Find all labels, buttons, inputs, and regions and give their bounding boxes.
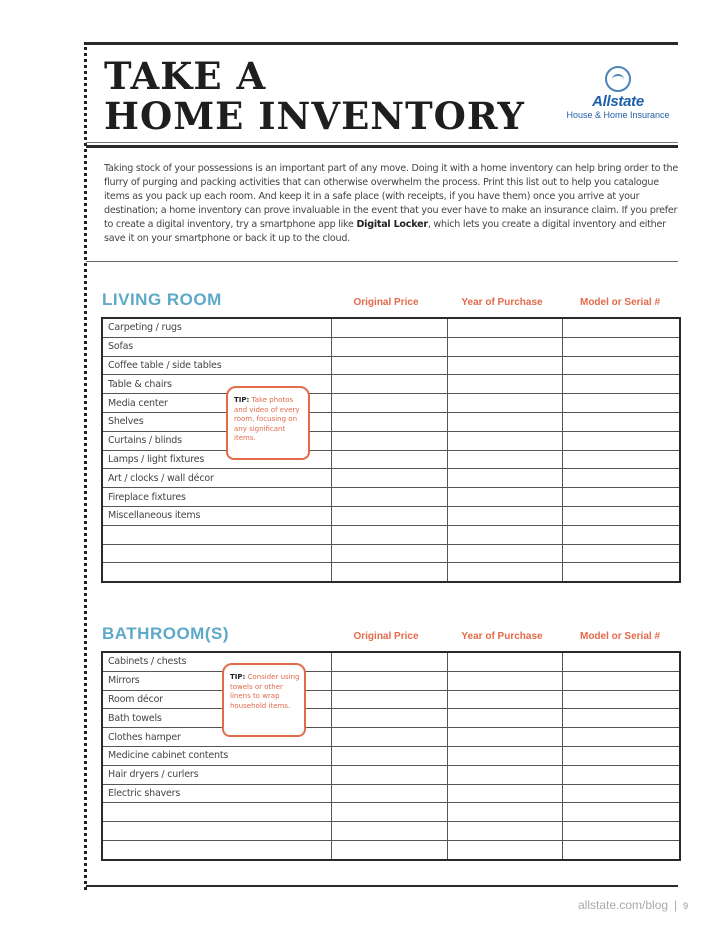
table-row: [102, 784, 680, 803]
year-of-purchase-cell[interactable]: [447, 822, 562, 841]
item-name-cell: Shelves: [102, 412, 331, 431]
table-row: [102, 671, 680, 690]
footer: [578, 898, 688, 912]
table-row: [102, 544, 680, 563]
original-price-cell[interactable]: [331, 652, 447, 671]
year-of-purchase-cell[interactable]: [447, 450, 562, 469]
table-row: [102, 506, 680, 525]
model-serial-cell[interactable]: [562, 318, 680, 337]
intro-text-before: Taking stock of your possessions is an important part of any move. Doing it with a home inventory can help bring order to the flurry of purging and packing activities that can otherwise overwhelm the process. Print this list out to help you catalogue items as you pack up each room. And keep it in a safe place (with receipts, if you have them) once you arrive at your destination; a home inventory can prove invaluable in the event that you ever have to make an insurance claim. If you prefer to create a digital inventory, try a smartphone app like: [104, 163, 679, 230]
table-row: [102, 840, 680, 859]
model-serial-cell[interactable]: [562, 765, 680, 784]
item-name-cell: Mirrors: [102, 671, 331, 690]
year-of-purchase-cell[interactable]: [447, 728, 562, 747]
original-price-cell[interactable]: [331, 822, 447, 841]
year-of-purchase-cell[interactable]: [447, 469, 562, 488]
original-price-cell[interactable]: [331, 375, 447, 394]
year-of-purchase-cell[interactable]: [447, 746, 562, 765]
original-price-cell[interactable]: [331, 709, 447, 728]
table-row: [102, 469, 680, 488]
item-name-cell: Room décor: [102, 690, 331, 709]
tip-text: Take photos and video of every room, focusing on any significant items.: [234, 396, 300, 442]
item-name-cell: Hair dryers / curlers: [102, 765, 331, 784]
model-serial-cell[interactable]: [562, 544, 680, 563]
title-line-1: TAKE A: [104, 54, 267, 98]
table-row: [102, 525, 680, 544]
bathroom-col-year-of-purchase: Year of Purchase: [461, 631, 543, 642]
tip-label: TIP:: [234, 396, 250, 404]
original-price-cell[interactable]: [331, 544, 447, 563]
bathroom-title: BATHROOM(S): [102, 624, 229, 643]
item-name-cell: [102, 803, 331, 822]
model-serial-cell[interactable]: [562, 506, 680, 525]
table-row: [102, 728, 680, 747]
table-row: [102, 765, 680, 784]
model-serial-cell[interactable]: [562, 450, 680, 469]
original-price-cell[interactable]: [331, 318, 447, 337]
model-serial-cell[interactable]: [562, 803, 680, 822]
item-name-cell: Table & chairs: [102, 375, 331, 394]
dotted-margin-border: [84, 42, 87, 890]
year-of-purchase-cell[interactable]: [447, 337, 562, 356]
item-name-cell: Carpeting / rugs: [102, 318, 331, 337]
table-row: [102, 690, 680, 709]
living-room-table: [101, 317, 681, 583]
original-price-cell[interactable]: [331, 450, 447, 469]
year-of-purchase-cell[interactable]: [447, 563, 562, 582]
original-price-cell[interactable]: [331, 803, 447, 822]
logo-subtitle: House & Home Insurance: [566, 110, 670, 120]
header-rule-thin: [86, 142, 678, 143]
year-of-purchase-cell[interactable]: [447, 803, 562, 822]
table-row: [102, 450, 680, 469]
table-row: [102, 337, 680, 356]
living-room-col-model-serial: Model or Serial #: [579, 297, 661, 308]
table-row: [102, 803, 680, 822]
original-price-cell[interactable]: [331, 840, 447, 859]
year-of-purchase-cell[interactable]: [447, 394, 562, 413]
original-price-cell[interactable]: [331, 784, 447, 803]
original-price-cell[interactable]: [331, 506, 447, 525]
table-row: [102, 394, 680, 413]
year-of-purchase-cell[interactable]: [447, 840, 562, 859]
table-row: [102, 709, 680, 728]
original-price-cell[interactable]: [331, 356, 447, 375]
living-room-col-original-price: Original Price: [353, 297, 419, 308]
model-serial-cell[interactable]: [562, 431, 680, 450]
model-serial-cell[interactable]: [562, 375, 680, 394]
year-of-purchase-cell[interactable]: [447, 506, 562, 525]
original-price-cell[interactable]: [331, 488, 447, 507]
year-of-purchase-cell[interactable]: [447, 652, 562, 671]
model-serial-cell[interactable]: [562, 337, 680, 356]
year-of-purchase-cell[interactable]: [447, 784, 562, 803]
footer-separator: |: [674, 898, 678, 912]
original-price-cell[interactable]: [331, 469, 447, 488]
original-price-cell[interactable]: [331, 765, 447, 784]
original-price-cell[interactable]: [331, 563, 447, 582]
footer-url[interactable]: allstate.com/blog: [578, 898, 669, 912]
page-title: [104, 56, 525, 136]
table-row: [102, 822, 680, 841]
bathroom-col-model-serial: Model or Serial #: [579, 631, 661, 642]
year-of-purchase-cell[interactable]: [447, 709, 562, 728]
table-row: [102, 652, 680, 671]
table-row: [102, 375, 680, 394]
model-serial-cell[interactable]: [562, 784, 680, 803]
year-of-purchase-cell[interactable]: [447, 431, 562, 450]
year-of-purchase-cell[interactable]: [447, 375, 562, 394]
item-name-cell: Fireplace fixtures: [102, 488, 331, 507]
living-room-col-year-of-purchase: Year of Purchase: [461, 297, 543, 308]
original-price-cell[interactable]: [331, 394, 447, 413]
intro-paragraph: [104, 162, 680, 246]
item-name-cell: [102, 544, 331, 563]
year-of-purchase-cell[interactable]: [447, 488, 562, 507]
year-of-purchase-cell[interactable]: [447, 765, 562, 784]
original-price-cell[interactable]: [331, 671, 447, 690]
item-name-cell: Coffee table / side tables: [102, 356, 331, 375]
title-line-2: HOME INVENTORY: [104, 94, 525, 138]
model-serial-cell[interactable]: [562, 671, 680, 690]
year-of-purchase-cell[interactable]: [447, 356, 562, 375]
model-serial-cell[interactable]: [562, 412, 680, 431]
year-of-purchase-cell[interactable]: [447, 544, 562, 563]
living-room-tip: [226, 386, 310, 460]
bathroom-table: [101, 651, 681, 861]
bathroom-tip: [222, 663, 306, 737]
original-price-cell[interactable]: [331, 412, 447, 431]
allstate-hands-icon: [605, 66, 631, 92]
item-name-cell: Media center: [102, 394, 331, 413]
year-of-purchase-cell[interactable]: [447, 412, 562, 431]
year-of-purchase-cell[interactable]: [447, 671, 562, 690]
logo-brand: Allstate: [592, 93, 644, 110]
item-name-cell: Lamps / light fixtures: [102, 450, 331, 469]
model-serial-cell[interactable]: [562, 840, 680, 859]
allstate-logo: [556, 66, 680, 121]
bathroom-col-original-price: Original Price: [353, 631, 419, 642]
table-row: [102, 412, 680, 431]
bottom-rule: [86, 885, 678, 887]
item-name-cell: [102, 822, 331, 841]
model-serial-cell[interactable]: [562, 652, 680, 671]
model-serial-cell[interactable]: [562, 690, 680, 709]
original-price-cell[interactable]: [331, 337, 447, 356]
table-row: [102, 431, 680, 450]
item-name-cell: Electric shavers: [102, 784, 331, 803]
table-row: [102, 488, 680, 507]
model-serial-cell[interactable]: [562, 525, 680, 544]
tip-label: TIP:: [230, 673, 246, 681]
model-serial-cell[interactable]: [562, 563, 680, 582]
intro-text-after: , which lets you create a digital inventory and either save it on your smartphone or back it up to the cloud.: [104, 219, 666, 244]
table-row: [102, 356, 680, 375]
item-name-cell: [102, 563, 331, 582]
item-name-cell: [102, 840, 331, 859]
item-name-cell: [102, 525, 331, 544]
year-of-purchase-cell[interactable]: [447, 690, 562, 709]
top-rule: [86, 42, 678, 45]
model-serial-cell[interactable]: [562, 488, 680, 507]
item-name-cell: Clothes hamper: [102, 728, 331, 747]
item-name-cell: Medicine cabinet contents: [102, 746, 331, 765]
model-serial-cell[interactable]: [562, 356, 680, 375]
original-price-cell[interactable]: [331, 690, 447, 709]
model-serial-cell[interactable]: [562, 394, 680, 413]
original-price-cell[interactable]: [331, 746, 447, 765]
intro-app-name: Digital Locker: [356, 219, 428, 230]
original-price-cell[interactable]: [331, 525, 447, 544]
model-serial-cell[interactable]: [562, 709, 680, 728]
item-name-cell: Curtains / blinds: [102, 431, 331, 450]
original-price-cell[interactable]: [331, 431, 447, 450]
item-name-cell: Art / clocks / wall décor: [102, 469, 331, 488]
model-serial-cell[interactable]: [562, 728, 680, 747]
table-row: [102, 746, 680, 765]
model-serial-cell[interactable]: [562, 746, 680, 765]
tip-text: Consider using towels or other linens to wrap household items.: [230, 673, 300, 710]
item-name-cell: Miscellaneous items: [102, 506, 331, 525]
year-of-purchase-cell[interactable]: [447, 318, 562, 337]
intro-divider: [86, 261, 678, 262]
item-name-cell: Sofas: [102, 337, 331, 356]
original-price-cell[interactable]: [331, 728, 447, 747]
item-name-cell: Cabinets / chests: [102, 652, 331, 671]
living-room-title: LIVING ROOM: [102, 290, 222, 309]
table-row: [102, 563, 680, 582]
item-name-cell: Bath towels: [102, 709, 331, 728]
table-row: [102, 318, 680, 337]
header-rule-thick: [86, 145, 678, 148]
model-serial-cell[interactable]: [562, 469, 680, 488]
year-of-purchase-cell[interactable]: [447, 525, 562, 544]
page-number: 9: [683, 901, 689, 911]
model-serial-cell[interactable]: [562, 822, 680, 841]
